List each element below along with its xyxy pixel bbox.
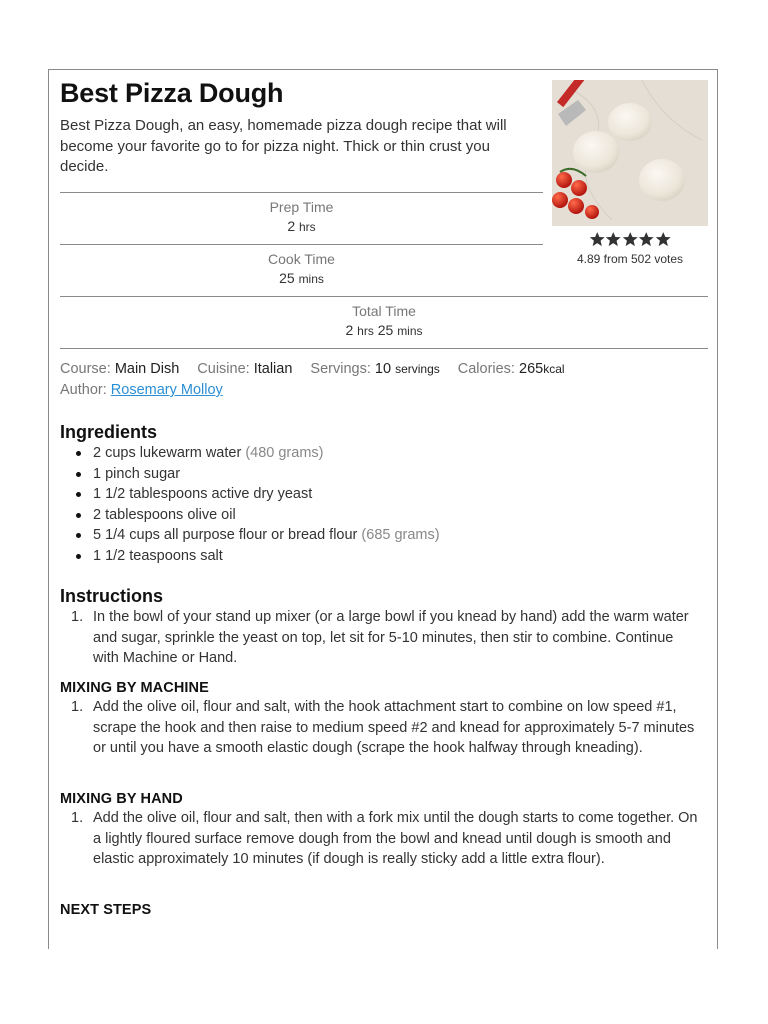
- rating-stars[interactable]: [552, 231, 708, 251]
- cook-time-value: [60, 268, 543, 289]
- ingredient-item: [60, 546, 700, 567]
- step-text: In the bowl of your stand up mixer (or a large bowl if you knead by hand) add the warm water and sugar, sprinkle the yeast on top, let sit for 5-10 minutes, then stir to combine. Continue with Machine or Hand.: [93, 609, 689, 666]
- prep-time-value: [60, 216, 543, 237]
- star-icon[interactable]: [589, 231, 606, 248]
- machine-heading: MIXING BY MACHINE: [60, 680, 209, 696]
- instruction-step: [60, 697, 700, 759]
- ingredient-text: 1 1/2 tablespoons active dry yeast: [93, 486, 313, 502]
- step-number: 1.: [71, 609, 84, 625]
- course-label: Course:: [60, 361, 111, 377]
- recipe-meta: [60, 361, 565, 377]
- total-time-minutes: 25: [377, 322, 394, 338]
- ingredient-text: 5 1/4 cups all purpose flour or bread flour: [93, 527, 358, 543]
- course-value: Main Dish: [114, 361, 180, 377]
- ingredient-text: 2 tablespoons olive oil: [93, 506, 236, 523]
- ingredient-notes: (480 grams): [245, 445, 324, 461]
- ingredient-item: [60, 505, 700, 526]
- prep-time-label: Prep Time: [269, 199, 334, 215]
- recipe-photo: [552, 80, 708, 226]
- ingredient-item: [60, 484, 700, 505]
- total-time-hours-unit: hrs: [357, 324, 374, 338]
- hand-steps-list: [60, 808, 700, 870]
- instruction-step: [60, 607, 700, 669]
- total-time-value: [60, 320, 708, 341]
- calories-unit: kcal: [543, 362, 565, 376]
- ingredient-notes: (685 grams): [361, 527, 440, 543]
- cuisine-label: Cuisine:: [197, 361, 250, 377]
- step-text: Add the olive oil, flour and salt, with the hook attachment start to combine on low speed #1, scrape the hook and then raise to medium speed #2 and knead for approximately 5-7 minutes or until you have a smooth elastic dough (scrape the hook halfway through kneading).: [93, 699, 695, 756]
- recipe-author: [60, 382, 223, 398]
- total-time-label: Total Time: [352, 303, 416, 319]
- author-link[interactable]: Rosemary Molloy: [110, 382, 223, 398]
- total-time: [60, 296, 708, 349]
- star-icon[interactable]: [605, 231, 622, 248]
- cook-time-unit: mins: [298, 272, 324, 286]
- instruction-step: [60, 808, 700, 870]
- step-text: Add the olive oil, flour and salt, then with a fork mix until the dough starts to come together. On a lightly floured surface remove dough from the bowl and knead until dough is smooth and elastic approximately 10 minutes (if dough is really sticky add a little extra flour).: [93, 810, 698, 867]
- prep-time-unit: hrs: [299, 220, 316, 234]
- recipe-summary: Best Pizza Dough, an easy, homemade pizza dough recipe that will become your favorite go to for pizza night. Thick or thin crust you decide.: [60, 117, 507, 175]
- total-time-minutes-unit: mins: [397, 324, 423, 338]
- total-time-hours: 2: [345, 322, 354, 338]
- calories-value: 265: [519, 361, 544, 377]
- servings-label: Servings:: [310, 361, 371, 377]
- servings-unit: servings: [395, 362, 440, 376]
- ingredients-heading: Ingredients: [60, 422, 158, 442]
- star-icon[interactable]: [622, 231, 639, 248]
- recipe-rating: [552, 231, 708, 266]
- machine-steps-list: [60, 697, 700, 759]
- rating-votes: 4.89 from 502 votes: [576, 252, 684, 266]
- prep-time-hours: 2: [287, 218, 296, 234]
- cook-time: [60, 244, 543, 296]
- ingredients-list: [60, 443, 700, 566]
- cook-time-minutes: 25: [279, 270, 295, 286]
- prep-time: [60, 192, 543, 244]
- recipe-card: [48, 69, 718, 949]
- star-icon[interactable]: [638, 231, 655, 248]
- ingredient-item: [60, 525, 700, 546]
- instructions-list: [60, 607, 700, 669]
- calories-label: Calories:: [457, 361, 515, 377]
- step-number: 1.: [71, 699, 84, 715]
- ingredient-text: 1 pinch sugar: [93, 465, 181, 482]
- cuisine-value: Italian: [253, 361, 293, 377]
- next-steps-heading: NEXT STEPS: [60, 902, 152, 918]
- step-number: 1.: [71, 810, 84, 826]
- cook-time-label: Cook Time: [268, 251, 335, 267]
- servings-value[interactable]: 10: [374, 361, 392, 377]
- ingredient-item: [60, 464, 700, 485]
- recipe-title: Best Pizza Dough: [60, 78, 284, 108]
- instructions-heading: Instructions: [60, 586, 164, 606]
- star-icon[interactable]: [655, 231, 672, 248]
- author-label: Author:: [60, 382, 107, 398]
- hand-heading: MIXING BY HAND: [60, 791, 183, 807]
- ingredient-item: [60, 443, 700, 464]
- pizza-dough-image: [552, 80, 708, 226]
- ingredient-text: 1 1/2 teaspoons salt: [93, 547, 223, 564]
- ingredient-text: 2 cups lukewarm water: [93, 445, 242, 461]
